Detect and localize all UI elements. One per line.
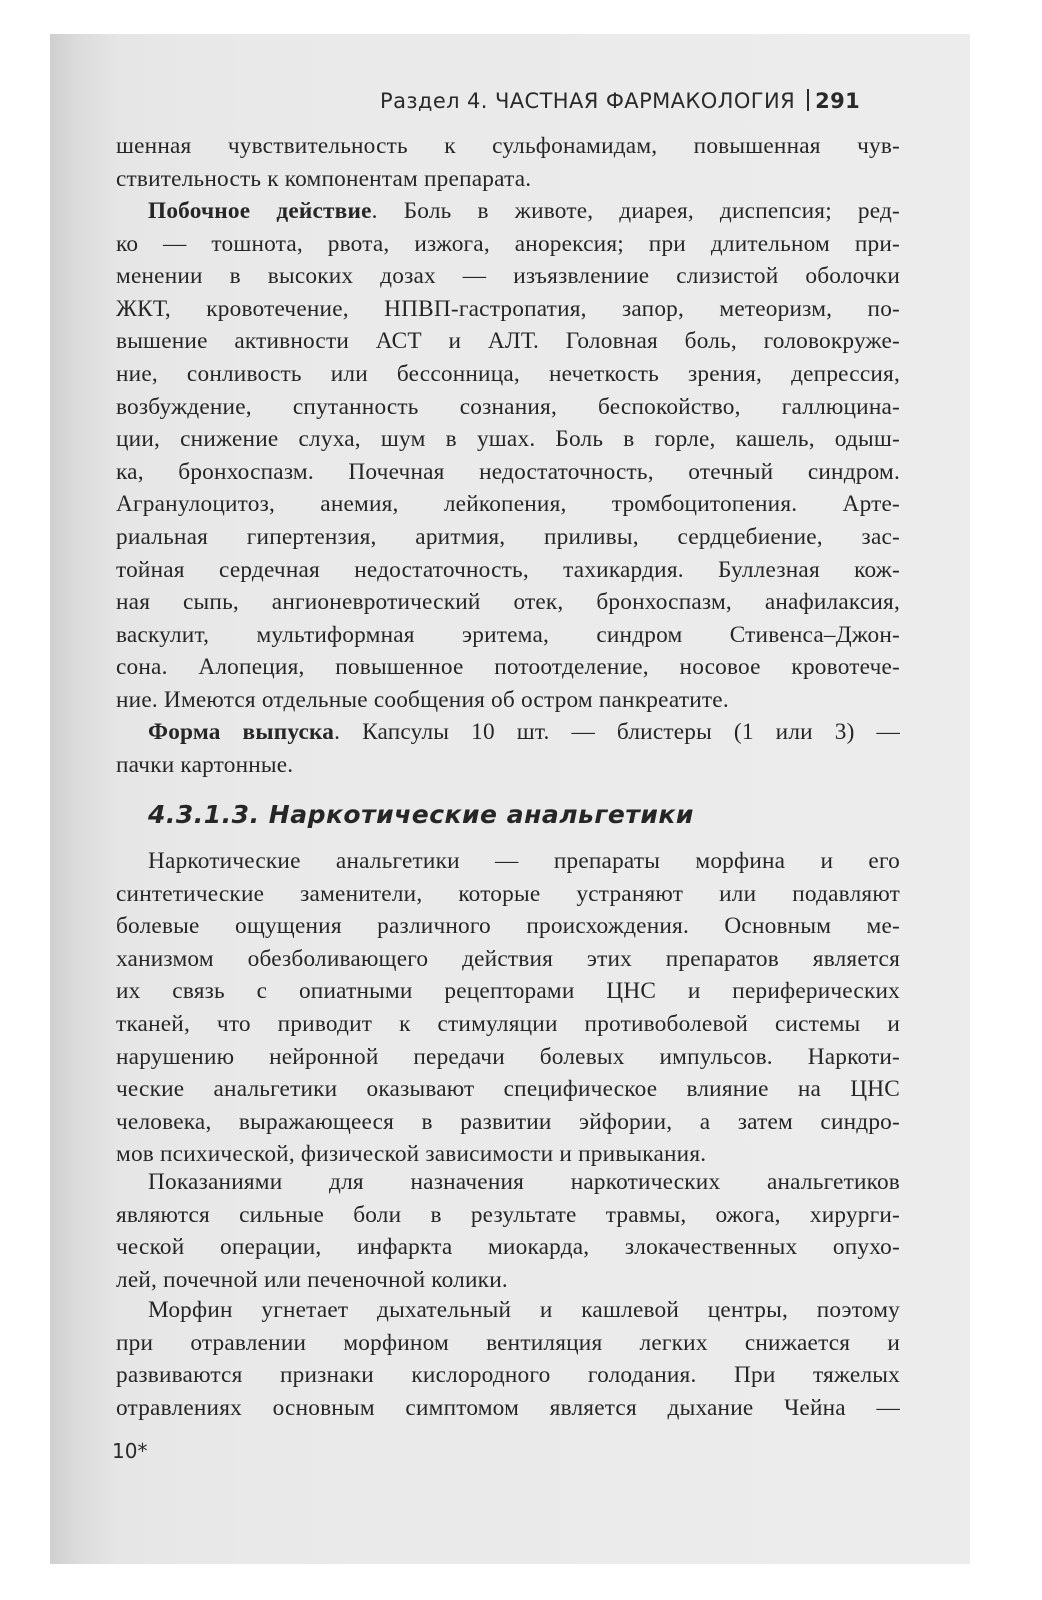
- text-line: являются сильные боли в результате травмы, ожога, хирурги-: [116, 1201, 900, 1228]
- text-line: отравлениях основным симптомом является дыхание Чейна —: [116, 1394, 900, 1421]
- text-line: [116, 716, 900, 749]
- text-line: васкулит, мультиформная эритема, синдром Стивенса–Джон-: [116, 621, 900, 648]
- text-line: ЖКТ, кровотечение, НПВП-гастропатия, запор, метеоризм, по-: [116, 295, 900, 322]
- page-number: 291: [815, 89, 861, 113]
- text-line: менении в высоких дозах — изъязвлениие слизистой оболочки: [116, 263, 900, 290]
- book-page-scan: [50, 34, 970, 1564]
- indications-paragraph: [116, 1166, 900, 1296]
- text-line: пачки картонные.: [116, 751, 294, 778]
- header-separator: [807, 89, 809, 111]
- text-line: ко — тошнота, рвота, изжога, анорексия; при длительном при-: [116, 230, 900, 257]
- section-heading: 4.3.1.3. Наркотические анальгетики: [148, 800, 694, 829]
- text-line: сона. Алопеция, повышенное потоотделение, носовое кровотече-: [116, 654, 900, 681]
- text-line: их связь с опиатными рецепторами ЦНС и периферических: [116, 978, 900, 1005]
- text-line: ствительность к компонентам препарата.: [116, 165, 532, 192]
- text-line: тойная сердечная недостаточность, тахикардия. Буллезная кож-: [116, 556, 900, 583]
- text-line: нарушению нейронной передачи болевых импульсов. Наркоти-: [116, 1043, 900, 1070]
- section-title: Раздел 4. ЧАСТНАЯ ФАРМАКОЛОГИЯ: [380, 89, 796, 113]
- text-line: ции, снижение слуха, шум в ушах. Боль в горле, кашель, одыш-: [116, 426, 900, 453]
- text-line: Наркотические анальгетики — препараты морфина и его: [148, 848, 900, 874]
- side-effects-first-line: . Боль в животе, диарея, диспепсия; ред-: [371, 198, 901, 224]
- text-line: ческие анальгетики оказывают специфическое влияние на ЦНС: [116, 1076, 900, 1103]
- text-line: риальная гипертензия, аритмия, приливы, сердцебиение, зас-: [116, 523, 900, 550]
- text-line: мов психической, физической зависимости и привыкания.: [116, 1141, 707, 1168]
- text-line: возбуждение, спутанность сознания, беспокойство, галлюцина-: [116, 393, 900, 420]
- text-line: ная сыпь, ангионевротический отек, бронхоспазм, анафилаксия,: [116, 589, 900, 616]
- text-line: шенная чувствительность к сульфонамидам, повышенная чув-: [116, 133, 900, 159]
- text-line: Агранулоцитоз, анемия, лейкопения, тромбоцитопения. Арте-: [116, 491, 900, 518]
- release-form-first-line: . Капсулы 10 шт. — блистеры (1 или 3) —: [334, 719, 900, 745]
- text-line: ние, сонливость или бессонница, нечеткость зрения, депрессия,: [116, 360, 900, 387]
- text-line: ка, бронхоспазм. Почечная недостаточность, отечный синдром.: [116, 458, 900, 485]
- text-line: вышение активности АСТ и АЛТ. Головная боль, головокруже-: [116, 328, 900, 355]
- text-line: ческой операции, инфаркта миокарда, злокачественных опухо-: [116, 1234, 900, 1261]
- side-effects-paragraph: [116, 195, 900, 717]
- text-line: развиваются признаки кислородного голодания. При тяжелых: [116, 1362, 900, 1389]
- text-line: Показаниями для назначения наркотических анальгетиков: [148, 1169, 900, 1195]
- text-line: при отравлении морфином вентиляция легких снижается и: [116, 1329, 900, 1356]
- text-line: тканей, что приводит к стимуляции противоболевой системы и: [116, 1010, 900, 1037]
- text-line: Морфин угнетает дыхательный и кашлевой центры, поэтому: [148, 1297, 900, 1323]
- side-effects-label: Побочное действие: [148, 198, 372, 224]
- text-line: [116, 195, 900, 228]
- contraindications-continuation: [116, 130, 900, 195]
- release-form-paragraph: [116, 716, 900, 781]
- release-form-label: Форма выпуска: [148, 719, 335, 745]
- text-line: лей, почечной или печеночной колики.: [116, 1266, 508, 1293]
- text-line: ние. Имеются отдельные сообщения об остром панкреатите.: [116, 686, 729, 713]
- signature-mark: 10*: [112, 1439, 148, 1463]
- text-line: ханизмом обезболивающего действия этих препаратов является: [116, 945, 900, 972]
- text-line: болевые ощущения различного происхождения. Основным ме-: [116, 913, 900, 940]
- narcotic-analgesics-paragraph: [116, 845, 900, 1171]
- text-line: синтетические заменители, которые устраняют или подавляют: [116, 880, 900, 907]
- morphine-paragraph: [116, 1294, 900, 1424]
- running-header: [380, 89, 860, 113]
- text-line: человека, выражающееся в развитии эйфории, а затем синдро-: [116, 1108, 900, 1135]
